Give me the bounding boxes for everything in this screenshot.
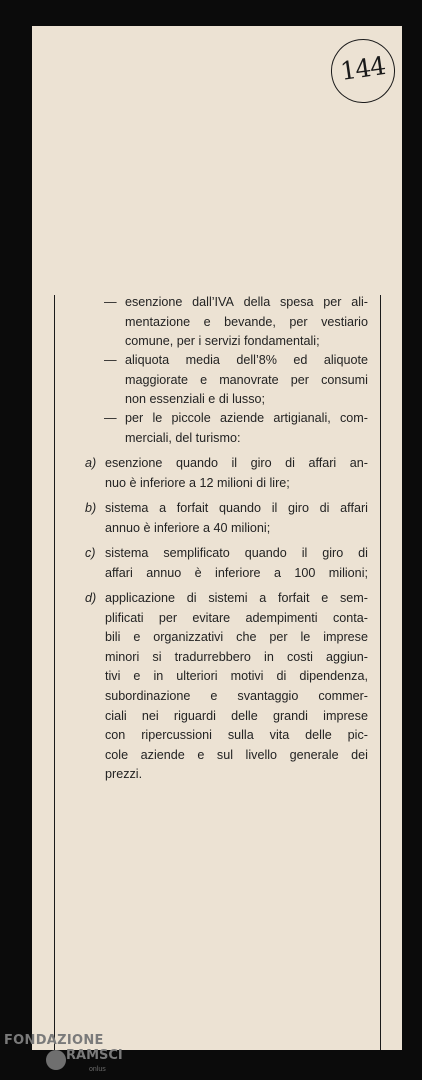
text-line: merciali, del turismo: [125,430,241,445]
text-line: bili e organizzativi che per le imprese [105,630,368,645]
text-line: affari annuo è inferiore a 100 milioni; [105,565,368,580]
archive-number-stamp [327,35,399,107]
dash-bullet: — [104,411,117,425]
text-line: subordinazione e svantaggio commer- [105,688,368,703]
text-line: esenzione dall’IVA della spesa per ali- [125,295,368,309]
logo-g-emblem-icon [46,1050,66,1070]
lettered-item-b [105,499,368,538]
lettered-item-a [105,454,368,493]
archive-number: 144 [338,51,387,86]
dash-bullet: — [104,353,117,367]
dash-item-2 [125,351,368,410]
item-label-d: d) [85,591,97,605]
item-label-b: b) [85,501,97,515]
dash-bullet: — [104,295,117,309]
dash-item-1 [125,293,368,352]
text-line: non essenziali e di lusso; [125,392,266,407]
lettered-item-c [105,544,368,583]
text-line: con ripercussioni sulla vita delle pic- [105,728,368,743]
text-line: mentazione e bevande, per vestiario [125,314,368,329]
text-line: applicazione di sistemi a forfait e sem- [105,591,368,605]
text-line: plificati per evitare adempimenti conta- [105,610,368,625]
item-label-a: a) [85,456,97,470]
logo-text-line2: RAMSCI [66,1048,123,1063]
text-line: ciali nei riguardi delle grandi imprese [105,708,368,723]
right-margin-rule [380,295,381,1050]
fondazione-gramsci-logo [4,1033,123,1077]
text-line: esenzione quando il giro di affari an- [105,456,368,470]
text-line: per le piccole aziende artigianali, com- [125,411,368,425]
left-margin-rule [54,295,55,1050]
text-line: nuo è inferiore a 12 milioni di lire; [105,475,290,490]
text-line: comune, per i servizi fondamentali; [125,334,320,349]
logo-text-line1: FONDAZIONE [4,1033,104,1048]
logo-text-line3: onlus [89,1066,106,1073]
text-line: cole aziende e sul livello generale dei [105,747,368,762]
lettered-item-d [105,589,368,785]
dash-item-3 [125,409,368,448]
text-line: aliquota media dell’8% ed aliquote [125,353,368,367]
text-line: maggiorate e manovrate per consumi [125,372,368,387]
text-line: sistema a forfait quando il giro di affari [105,501,368,515]
text-line: tivi e in ulteriori motivi di dipendenza, [105,669,368,684]
document-page [32,26,402,1050]
text-line: annuo è inferiore a 40 milioni; [105,520,271,535]
text-line: minori si tradurrebbero in costi aggiun- [105,649,368,664]
text-line: prezzi. [105,767,143,782]
text-line: sistema semplificato quando il giro di [105,546,368,560]
item-label-c: c) [85,546,96,560]
